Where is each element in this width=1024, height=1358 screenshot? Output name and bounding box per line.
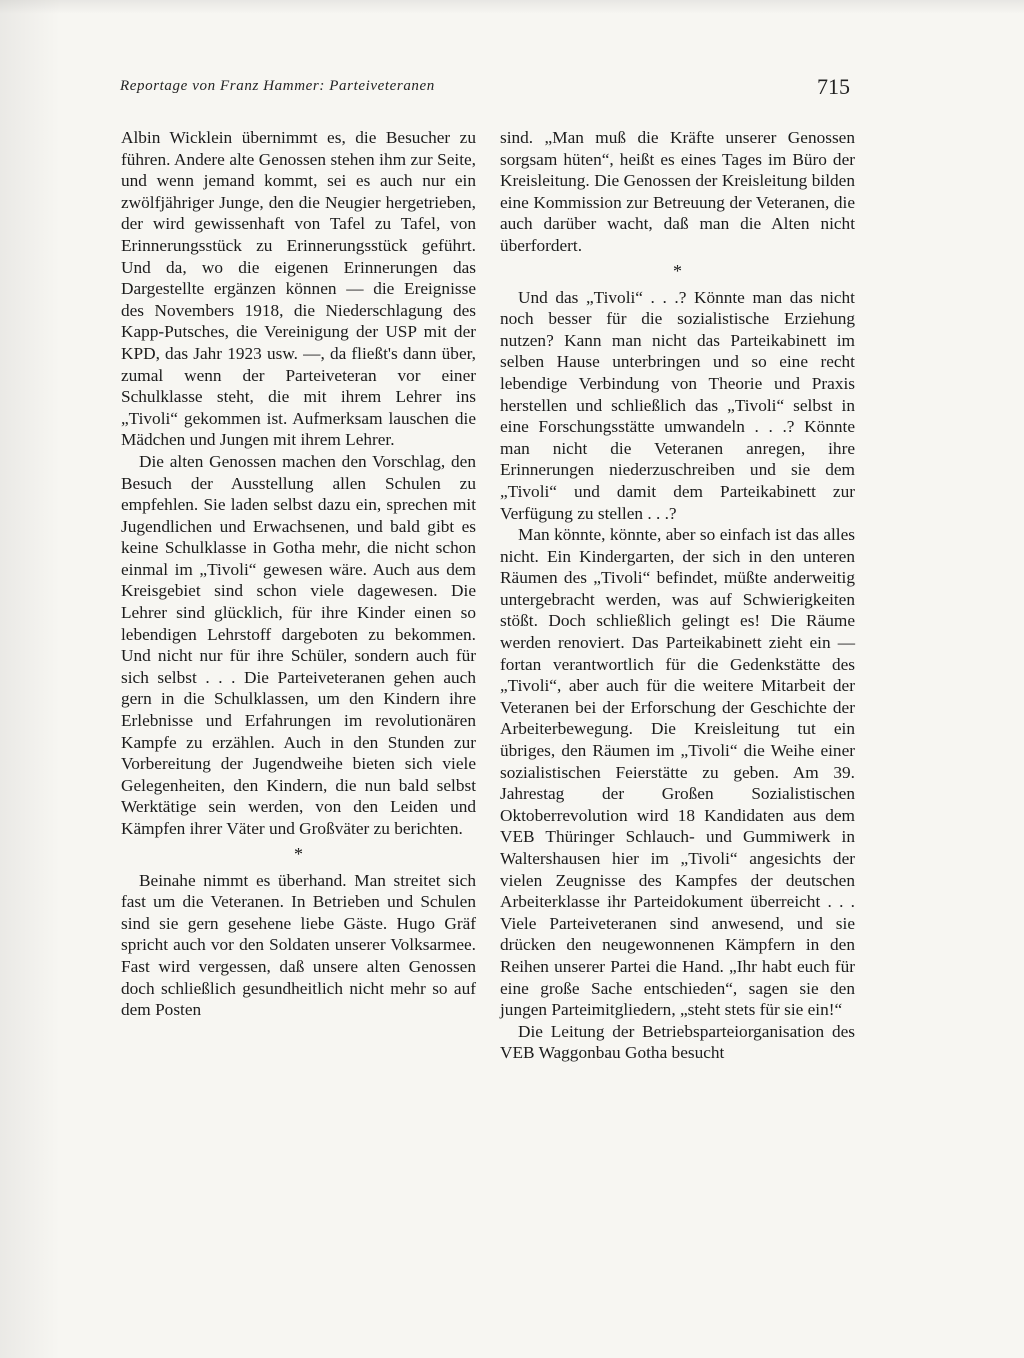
scan-shadow-left <box>0 0 60 1358</box>
paragraph: sind. „Man muß die Kräfte unserer Genossen sorgsam hüten“, heißt es eines Tages im Büro der Kreisleitung. Die Genossen der Kreisleitung bilden eine Kommission zur Betreuung der Veteranen, die auch darüber wacht, daß man die Alten nicht überfordert. <box>500 128 855 255</box>
scan-shadow-top <box>0 0 1024 14</box>
page-number: 715 <box>817 74 850 99</box>
paragraph: Beinahe nimmt es überhand. Man streitet sich fast um die Veteranen. In Betrieben und Schulen sind sie gern gesehene liebe Gäste. Hugo Gräf spricht auch vor den Soldaten unserer Volksarmee. Fast wird vergessen, daß unsere alten Genossen doch schließlich gesundheitlich nicht mehr so auf dem Posten <box>121 870 476 1020</box>
paragraph: Albin Wicklein übernimmt es, die Besucher zu führen. Andere alte Genossen stehen ihm zur Seite, und wenn jemand kommt, sei es auch nur ein zwölfjähriger Junge, den die Neugier hergetrieben, der wird gewissenhaft von Tafel zu Tafel, von Erinnerungsstück zu Erinnerungsstück geführt. Und da, wo die eigenen Erinnerungen das Dargestellte ergänzen können — die Ereignisse des Novembers 1918, die Niederschlagung des Kapp-Putsches, die Vereinigung der USP mit der KPD, das Jahr 1923 usw. —, da fließt's dann über, zumal wenn der Parteiveteran vor einer Schulklasse steht, die mit ihrem Lehrer ins „Tivoli“ gekommen ist. Aufmerksam lauschen die Mädchen und Jungen mit ihrem Lehrer. <box>121 128 476 450</box>
page-header <box>120 74 850 104</box>
running-head: Reportage von Franz Hammer: Parteiveteranen <box>120 78 435 94</box>
left-column <box>121 127 476 1021</box>
paragraph: Man könnte, könnte, aber so einfach ist das alles nicht. Ein Kindergarten, der sich in den unteren Räumen des „Tivoli“ befindet, müßte anderweitig untergebracht werden, was auf Schwierigkeiten stößt. Doch schließlich gelingt es! Die Räume werden renoviert. Das Parteikabinett zieht ein — fortan verantwortlich für die Gedenkstätte des „Tivoli“, aber auch für die weitere Mitarbeit der Veteranen bei der Erforschung der Geschichte der Arbeiterbewegung. Die Kreisleitung tut ein übriges, den Räumen im „Tivoli“ die Weihe einer sozialistischen Feierstätte zu geben. Am 39. Jahrestag der Großen Sozialistischen Oktoberrevolution wird 18 Kandidaten aus dem VEB Thüringer Schlauch- und Gummiwerk in Waltershausen hier im „Tivoli“ angesichts der vielen Zeugnisse des Kampfes der deutschen Arbeiterklasse ihr Parteidokument überreicht . . . Viele Parteiveteranen sind anwesend, und sie drücken den neugewonnenen Kämpfern in den Reihen unserer Partei die Hand. „Ihr habt euch für eine große Sache entschieden“, sagen sie den jungen Parteimitgliedern, „steht stets für sie ein!“ <box>500 525 855 1020</box>
section-separator: * <box>673 260 682 281</box>
paragraph: Die alten Genossen machen den Vorschlag, den Besuch der Ausstellung allen Schulen zu empfehlen. Sie laden selbst dazu ein, sprechen mit Jugendlichen und Erwachsenen, und bald gibt es keine Schulklasse in Gotha mehr, die nicht schon einmal im „Tivoli“ gewesen wäre. Auch aus dem Kreisgebiet sind schon viele dagewesen. Die Lehrer sind glücklich, für ihre Kinder einen so lebendigen Lehrstoff dargeboten zu bekommen. Und nicht nur für ihre Schüler, sondern auch für sich selbst . . . Die Parteiveteranen gehen auch gern in die Schulklassen, um den Kindern ihre Erlebnisse und Erfahrungen im revolutionären Kampfe zu erzählen. Auch in den Stunden zur Vorbereitung der Jugendweihe bieten sich viele Gelegenheiten, den Kindern, die nun bald selbst Werktätige sein werden, von den Leiden und Kämpfen ihrer Väter und Großväter zu berichten. <box>121 451 476 838</box>
right-column <box>500 127 855 1064</box>
section-separator: * <box>294 843 303 864</box>
paragraph: Und das „Tivoli“ . . .? Könnte man das nicht noch besser für die sozialistische Erziehung nutzen? Kann man nicht das Parteikabinett im selben Hause unterbringen und so eine recht lebendige Verbindung von Theorie und Praxis herstellen und schließlich das „Tivoli“ selbst in eine Forschungsstätte umwandeln . . .? Könnte man nicht die Veteranen anregen, ihre Erinnerungen niederzuschreiben und sie dem „Tivoli“ und damit dem Parteikabinett zur Verfügung zu stellen . . .? <box>500 287 855 523</box>
paragraph: Die Leitung der Betriebsparteiorganisation des VEB Waggonbau Gotha besucht <box>500 1021 855 1063</box>
